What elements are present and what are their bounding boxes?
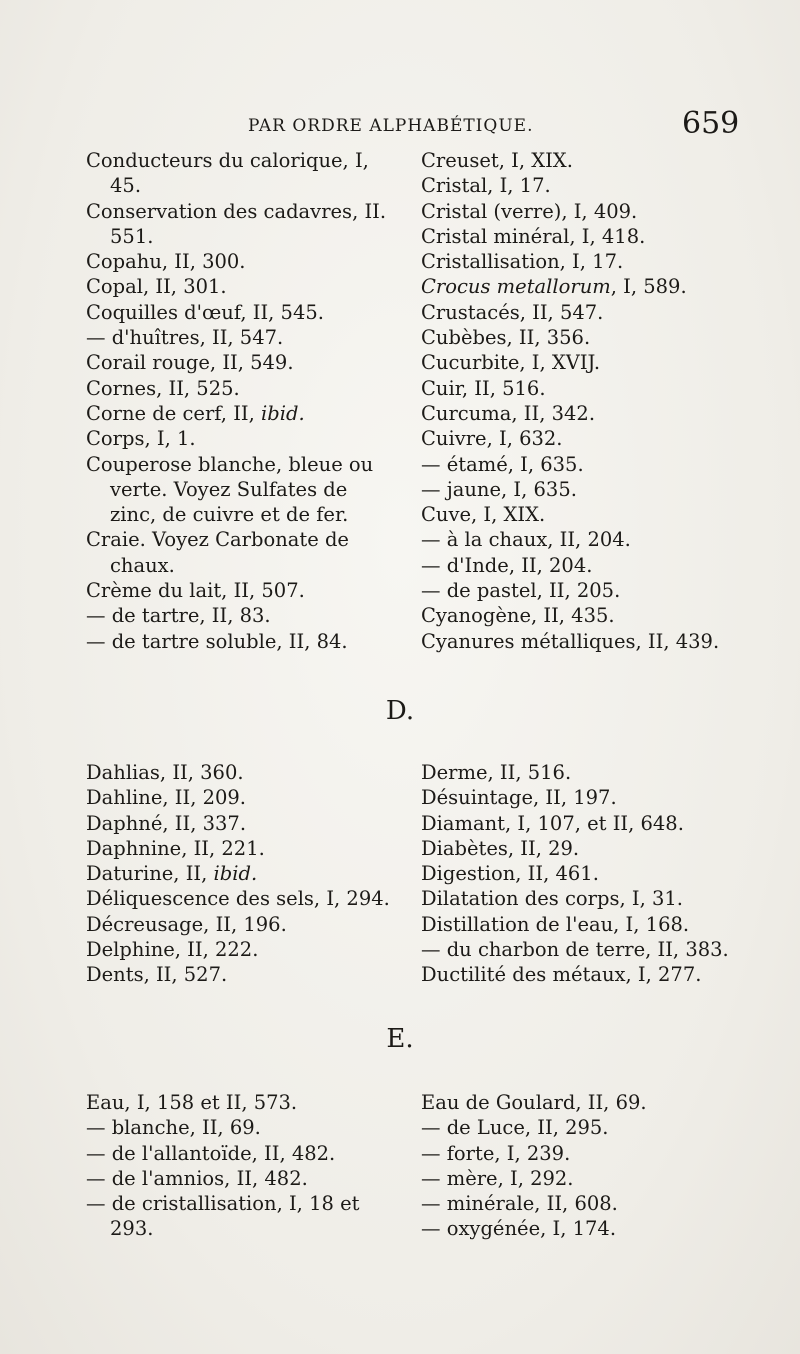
index-entry: Cristal, I, 17. <box>421 174 551 198</box>
index-entry: Dahline, II, 209. <box>86 786 247 810</box>
index-entry: Conducteurs du calorique, I, 45. <box>86 149 369 198</box>
index-entry: — à la chaux, II, 204. <box>421 528 631 552</box>
index-entry: Corail rouge, II, 549. <box>86 351 294 375</box>
index-entry: Cucurbite, I, XVIJ. <box>421 351 601 375</box>
index-entry: Eau de Goulard, II, 69. <box>421 1091 647 1114</box>
index-entry: Conservation des cadavres, II. 551. <box>86 199 387 248</box>
section-letter-e: E. <box>386 1024 414 1054</box>
index-entry: — minérale, II, 608. <box>421 1192 618 1216</box>
index-entry: Diabètes, II, 29. <box>421 836 580 860</box>
index-entry: Daphnine, II, 221. <box>86 836 265 860</box>
index-entry: — d'Inde, II, 204. <box>421 553 593 577</box>
index-entry: Derme, II, 516. <box>421 761 572 784</box>
index-column-right <box>421 1090 746 1242</box>
index-entry: Cuir, II, 516. <box>421 376 546 400</box>
index-entry: Cubèbes, II, 356. <box>421 326 591 350</box>
index-entry: Delphine, II, 222. <box>86 938 259 962</box>
index-entry: — de tartre, II, 83. <box>86 604 271 628</box>
index-column-left <box>86 760 416 988</box>
index-section-d <box>86 760 746 988</box>
index-entry: Cuve, I, XIX. <box>421 503 546 527</box>
index-entry: Crustacés, II, 547. <box>421 300 604 324</box>
index-entry: Ductilité des métaux, I, 277. <box>421 963 702 987</box>
index-entry: Crème du lait, II, 507. <box>86 579 305 603</box>
section-letter-d: D. <box>385 696 415 726</box>
index-entry: Copal, II, 301. <box>86 275 227 299</box>
index-entry: — du charbon de terre, II, 383. <box>421 938 729 962</box>
index-entry: Décreusage, II, 196. <box>86 912 287 936</box>
index-entry: Curcuma, II, 342. <box>421 401 596 425</box>
index-entry: Cristal (verre), I, 409. <box>421 199 638 223</box>
index-entry: — jaune, I, 635. <box>421 477 577 501</box>
index-column-left <box>86 148 416 654</box>
index-entry: Digestion, II, 461. <box>421 862 599 886</box>
index-entry: — mère, I, 292. <box>421 1166 574 1190</box>
index-entry-continuation: zinc, de cuivre et de fer. <box>110 503 349 527</box>
index-entry: Daphné, II, 337. <box>86 811 247 835</box>
index-entry: Corne de cerf, II, ibid. <box>86 401 305 425</box>
index-column-right <box>421 148 746 654</box>
index-entry: — blanche, II, 69. <box>86 1116 261 1140</box>
index-entry: Dents, II, 527. <box>86 963 228 987</box>
page-header <box>0 108 800 148</box>
index-entry: Copahu, II, 300. <box>86 250 246 274</box>
index-entry: Désuintage, II, 197. <box>421 786 617 810</box>
index-entry: — de Luce, II, 295. <box>421 1116 609 1140</box>
index-entry: Cyanogène, II, 435. <box>421 604 615 628</box>
index-entry: Eau, I, 158 et II, 573. <box>86 1091 298 1114</box>
index-entry: Cristallisation, I, 17. <box>421 250 624 274</box>
index-entry: Cristal minéral, I, 418. <box>421 224 646 248</box>
index-entry: Dilatation des corps, I, 31. <box>421 887 683 911</box>
index-entry: Cyanures métalliques, II, 439. <box>421 629 720 653</box>
index-section-c <box>86 148 746 654</box>
index-entry: — de pastel, II, 205. <box>421 579 621 603</box>
index-entry: Daturine, II, ibid. <box>86 862 258 886</box>
index-entry: Creuset, I, XIX. <box>421 149 573 172</box>
page-number: 659 <box>682 106 740 141</box>
index-entry: — de cristallisation, I, 18 et 293. <box>86 1192 360 1241</box>
index-entry: — d'huîtres, II, 547. <box>86 326 284 350</box>
index-column-left <box>86 1090 416 1242</box>
index-entry: Dahlias, II, 360. <box>86 761 244 784</box>
index-entry: — forte, I, 239. <box>421 1141 571 1165</box>
index-entry: Craie. Voyez Carbonate de chaux. <box>86 528 349 577</box>
index-column-right <box>421 760 746 988</box>
index-section-e <box>86 1090 746 1242</box>
index-entry: Corps, I, 1. <box>86 427 196 451</box>
running-title: PAR ORDRE ALPHABÉTIQUE. <box>248 116 534 136</box>
index-entry: — étamé, I, 635. <box>421 452 584 476</box>
index-entry: Coquilles d'œuf, II, 545. <box>86 300 324 324</box>
index-entry: Distillation de l'eau, I, 168. <box>421 912 690 936</box>
index-entry: — oxygénée, I, 174. <box>421 1217 617 1241</box>
index-entry: — de tartre soluble, II, 84. <box>86 629 348 653</box>
index-entry: Déliquescence des sels, I, 294. <box>86 887 390 911</box>
index-entry: — de l'amnios, II, 482. <box>86 1166 308 1190</box>
index-entry: — de l'allantoïde, II, 482. <box>86 1141 336 1165</box>
index-entry: Crocus metallorum, I, 589. <box>421 275 687 299</box>
index-entry: Cuivre, I, 632. <box>421 427 563 451</box>
index-entry: Cornes, II, 525. <box>86 376 240 400</box>
index-entry: Couperose blanche, bleue ou verte. Voyez Sulfates de <box>86 452 374 501</box>
index-entry: Diamant, I, 107, et II, 648. <box>421 811 684 835</box>
